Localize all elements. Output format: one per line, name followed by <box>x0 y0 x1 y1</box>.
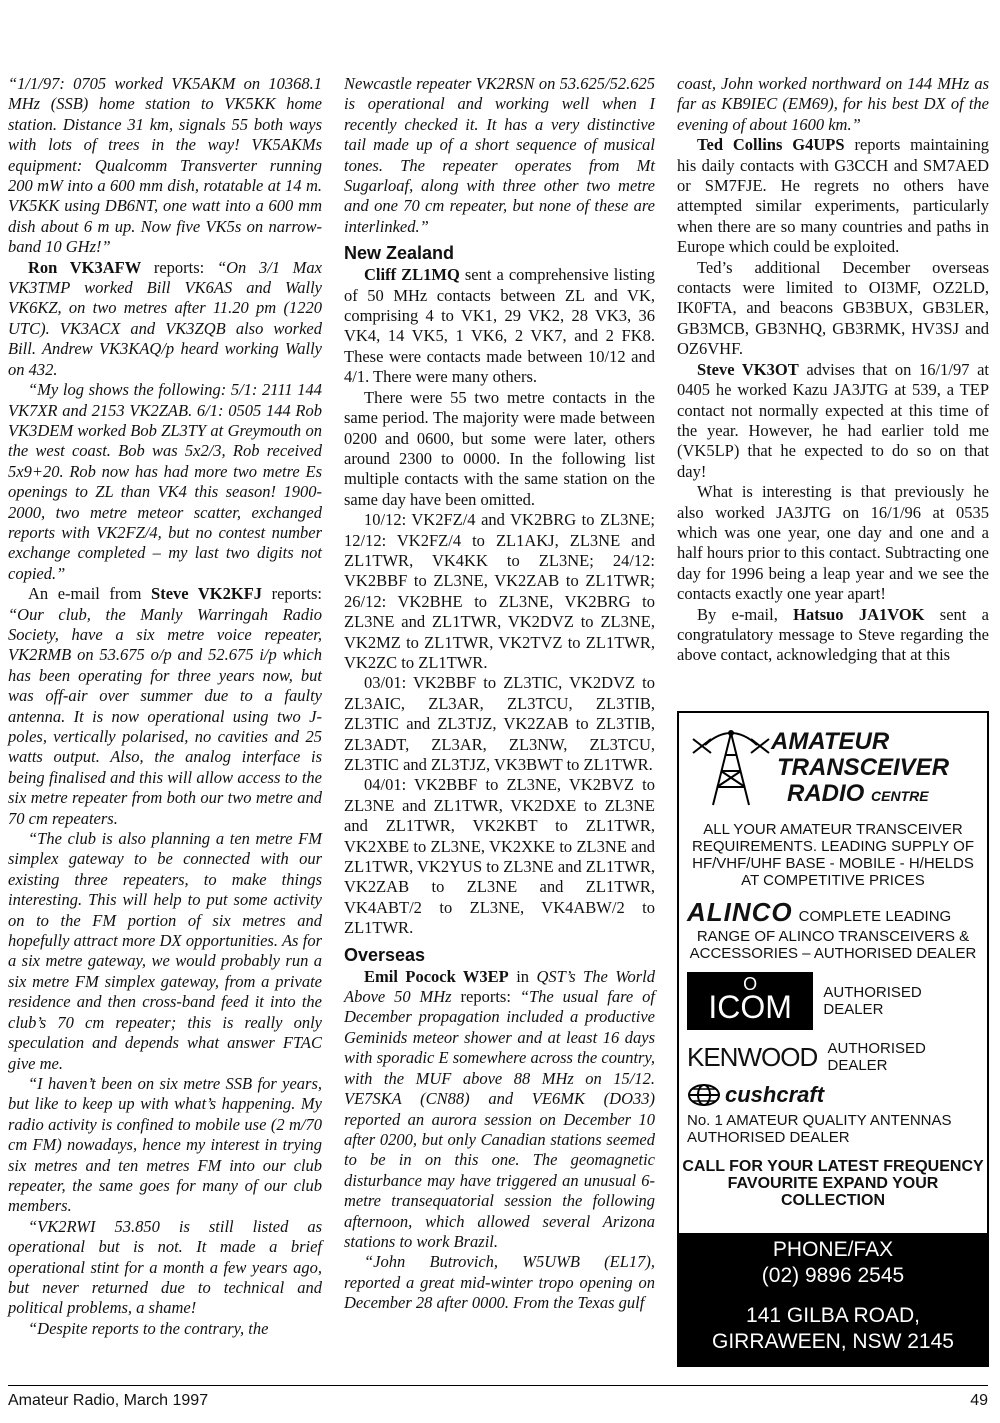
cushcraft-description: No. 1 AMATEUR QUALITY ANTENNAS AUTHORISED DEALER <box>687 1112 952 1146</box>
paragraph: coast, John worked northward on 144 MHz as far as KB9IEC (EM69), for his best DX of the evening of about 1600 km.” <box>677 74 989 134</box>
paragraph: “Despite reports to the contrary, the <box>28 1318 269 1338</box>
ad-contact-block <box>679 1233 987 1365</box>
ad-call-to-action: CALL FOR YOUR LATEST FREQUENCY FAVOURITE EXPAND YOUR COLLECTION <box>682 1158 984 1209</box>
cushcraft-row <box>687 1082 979 1108</box>
paragraph: Ted Collins G4UPS reports maintaining his daily contacts with G3CCH and SM7AED or SM7FJE. He regrets no others have attempted similar experiments, particularly when there are so many countries and paths in Europe which could be exploited. <box>677 135 989 257</box>
cushcraft-logo: cushcraft <box>725 1082 825 1107</box>
kenwood-logo: KENWOOD <box>687 1041 818 1072</box>
article-column-3 <box>677 74 989 666</box>
ad-tagline: ALL YOUR AMATEUR TRANSCEIVER REQUIREMENTS. LEADING SUPPLY OF HF/VHF/UHF BASE - MOBILE - H/HELDS AT COMPETITIVE PRICES <box>691 821 974 889</box>
paragraph: Ron VK3AFW reports: “On 3/1 Max VK3TMP worked Bill VK6AS and Wally VK6KZ, on two metres after 11.20 pm (1220 UTC). VK3ACX and VK3ZQB also worked Bill. Andrew VK3KAQ/p heard working Wally on 432. <box>8 257 323 379</box>
article-column-2 <box>344 74 655 1314</box>
icom-logo: O ICOM <box>687 972 813 1030</box>
paragraph: “The club is also planning a ten metre FM simplex gateway to be connected with our existing three repeaters, to make things interesting. This will help to put some activity on to the FM portion of six metres and hopefully attract more DX opportunities. As for a six metre gateway, we would probably run a six metre FM simplex gateway, from a private residence and then cross-band feed it into the club’s 70 cm repeater; this is really only speculation and depends what answer FTAC give me. <box>8 829 322 1073</box>
globe-icon <box>687 1083 721 1107</box>
page-number: 49 <box>970 1392 988 1409</box>
section-heading-new-zealand: New Zealand <box>344 243 455 264</box>
publication-info: Amateur Radio, March 1997 <box>8 1392 209 1409</box>
advertisement <box>677 711 989 1367</box>
paragraph: What is interesting is that previously he also worked JA3JTG on 16/1/96 at 0535 which was one year, one day and one and a half hours prior to this contact. Subtracting one day for 1996 being a leap year and we see the contacts exactly one year apart! <box>677 482 989 604</box>
callsign-name: Ron VK3AFW <box>28 257 142 277</box>
paragraph: 10/12: VK2FZ/4 and VK2BRG to ZL3NE; 12/12: VK2FZ/4 to ZL1AKJ, ZL3NE and ZL1TWR, VK4KK to ZL3NE; 24/12: VK2BBF to ZL3NE, VK2ZAB to ZL1TWR; 26/12: VK2BHE to ZL3NE, VK2BRG to ZL3NE and ZL1TWR, VK2DVZ to ZL3NE, VK2MZ to ZL1TWR, VK2TVZ to ZL1TWR, VK2ZC to ZL1TWR. <box>344 510 655 672</box>
paragraph: “1/1/97: 0705 worked VK5AKM on 10368.1 MHz (SSB) home station to VK5KK home station. Distance 31 km, signals 55 both ways with lots of trees in the way! VK5AKMs equipment: Qualcomm Transverter running 200 mW into a 600 mm dish, rotatable at 14 m. VK5KK using DB6NT, one watt into a 600 mm dish about 6 m up. Now five VK5s on narrow-band 10 GHz!” <box>8 74 322 257</box>
paragraph: An e-mail from Steve VK2KFJ reports: “Our club, the Manly Warringah Radio Society, have a six metre voice repeater, VK2RMB on 53.675 o/p and 52.675 i/p which has been operating for three years now, but was off-air over summer due to a faulty antenna. It is now operational using two J-poles, vertically polarised, no cavities and 25 watts output. Also, the analog interface is being finalised and this will allow access to the six metre repeater from both our two metre and 70 cm repeaters. <box>8 584 323 828</box>
ad-company-name: AMATEUR TRANSCEIVER RADIO CENTRE <box>771 728 950 807</box>
article-column-1 <box>8 74 322 1339</box>
paragraph: 03/01: VK2BBF to ZL3TIC, VK2DVZ to ZL3AIC, ZL3AR, ZL3TCU, ZL3TIB, ZL3TIC and ZL3TJZ, VK2ZAB to ZL3TIB, ZL3ADT, ZL3AR, ZL3NW, ZL3TCU, ZL3TIC and ZL3TJZ, VK3BWT to ZL1TWR. <box>344 673 655 774</box>
callsign-name: Steve VK3OT <box>697 359 799 379</box>
paragraph: Cliff ZL1MQ sent a comprehensive listing of 50 MHz contacts between ZL and VK, comprising 4 to VK1, 29 VK2, 28 VK3, 36 VK4, 14 VK5, 1 VK6, 2 VK7, and 2 FK8. These were contacts made between 10/12 and 4/1. There were many others. <box>344 265 655 387</box>
paragraph: There were 55 two metre contacts in the same period. The majority were made between 0200 and 0600, but some were later, others around 2300 to 0000. In the following list multiple contacts with the same station on the same day have been omitted. <box>344 387 655 509</box>
paragraph: “VK2RWI 53.850 is still listed as operational but is not. It made a brief operational stint for a month a few years ago, but never returned due to technical and political problems, a shame! <box>8 1216 322 1318</box>
address-line-1: 141 GILBA ROAD, <box>746 1304 920 1327</box>
callsign-name: Emil Pocock W3EP <box>364 966 509 986</box>
callsign-name: Steve VK2KFJ <box>151 584 263 604</box>
callsign-name: Cliff ZL1MQ <box>364 265 460 285</box>
paragraph: “My log shows the following: 5/1: 2111 144 VK7XR and 2153 VK2ZAB. 6/1: 0505 144 Rob VK3DEM worked Bob ZL3TY at Greymouth on the west coast. Bob was 5x2/3, Rob received 5x9+20. Rob now has had more two metre Es openings to ZL than VK4 this season! 1900-2000, two metre meteor scatter, exchanged reports with VK2FZ/4, but no contest number exchange completed – my last two digits not copied.” <box>8 380 322 583</box>
paragraph: “I haven’t been on six metre SSB for years, but like to keep up with what’s happening. My radio activity is confined to mobile use (2 m/70 cm FM) nowadays, hence my interest in trying six metres and ten metres FM into our club repeater, the same goes for many of our club members. <box>8 1073 322 1216</box>
kenwood-row: KENWOOD AUTHORISED DEALER <box>687 1040 926 1074</box>
paragraph: 04/01: VK2BBF to ZL3NE, VK2BVZ to ZL3NE and ZL1TWR, VK2DXE to ZL3NE and ZL1TWR, VK2KBT to ZL1TWR, VK2XBE to ZL3NE, VK2XKE to ZL3NE and ZL1TWR, VK2YUS to ZL3NE and ZL1TWR, VK2ZAB to ZL3NE and ZL1TWR, VK4ABT/2 to ZL3NE, VK4ABW/2 to ZL1TWR. <box>344 775 655 938</box>
alinco-description: RANGE OF ALINCO TRANSCEIVERS & ACCESSORIES – AUTHORISED DEALER <box>689 928 977 962</box>
phone-number: (02) 9896 2545 <box>761 1264 905 1287</box>
paragraph: Ted’s additional December overseas contacts were limited to OI3MF, OZ2LD, IK0FTA, and beacons GB3BUX, GB3LER, GB3MCB, GB3NHQ, GB3RMK, HV3SJ and OZ6VHF. <box>677 257 989 359</box>
radio-tower-icon <box>691 725 771 809</box>
alinco-row: ALINCO COMPLETE LEADING <box>687 897 952 927</box>
paragraph: Steve VK3OT advises that on 16/1/97 at 0405 he worked Kazu JA3JTG at 539, a TEP contact not normally expected at this time of the year. However, he had earlier told me (VK5LP) that he expected to do so on that day! <box>677 359 989 481</box>
phone-label: PHONE/FAX <box>772 1238 894 1261</box>
section-heading-overseas: Overseas <box>344 944 426 965</box>
paragraph: Emil Pocock W3EP in QST’s The World Above 50 MHz reports: “The usual fare of December propagation included a productive Geminids meteor shower and at least 16 days with sporadic E somewhere across the country, with the MUF above 88 MHz on 15/12. VE7SKA (CN88) and VE6MK (DO33) reported an aurora session on December 10 after 0200, but only Canadian stations seemed to be in on this one. The geomagnetic disturbance may have triggered an unusual 6-metre transequatorial session the following afternoon, which allowed several Arizona stations to work Brazil. <box>344 966 655 1251</box>
alinco-logo: ALINCO <box>687 897 793 927</box>
callsign-name: Hatsuo JA1VOK <box>793 604 925 624</box>
paragraph: “John Butrovich, W5UWB (EL17), reported a great mid-winter tropo opening on December 28 after 0000. From the Texas gulf <box>344 1252 655 1313</box>
paragraph: By e-mail, Hatsuo JA1VOK sent a congratulatory message to Steve regarding the above contact, acknowledging that at this <box>677 604 989 665</box>
paragraph: Newcastle repeater VK2RSN on 53.625/52.625 is operational and working well when I recently checked it. It has a very distinctive tail made up of a short sequence of musical tones. The repeater operates from Mt Sugarloaf, along with three other two metre and one 70 cm repeater, but none of these are interlinked.” <box>344 74 655 236</box>
callsign-name: Ted Collins G4UPS <box>697 135 845 155</box>
address-line-2: GIRRAWEEN, NSW 2145 <box>712 1330 954 1353</box>
publication-title: QST’s The World Above 50 MHz <box>344 966 655 1007</box>
icom-row: O ICOM AUTHORISED DEALER <box>687 972 979 1030</box>
page-footer <box>8 1385 988 1410</box>
ad-logo <box>679 713 987 813</box>
